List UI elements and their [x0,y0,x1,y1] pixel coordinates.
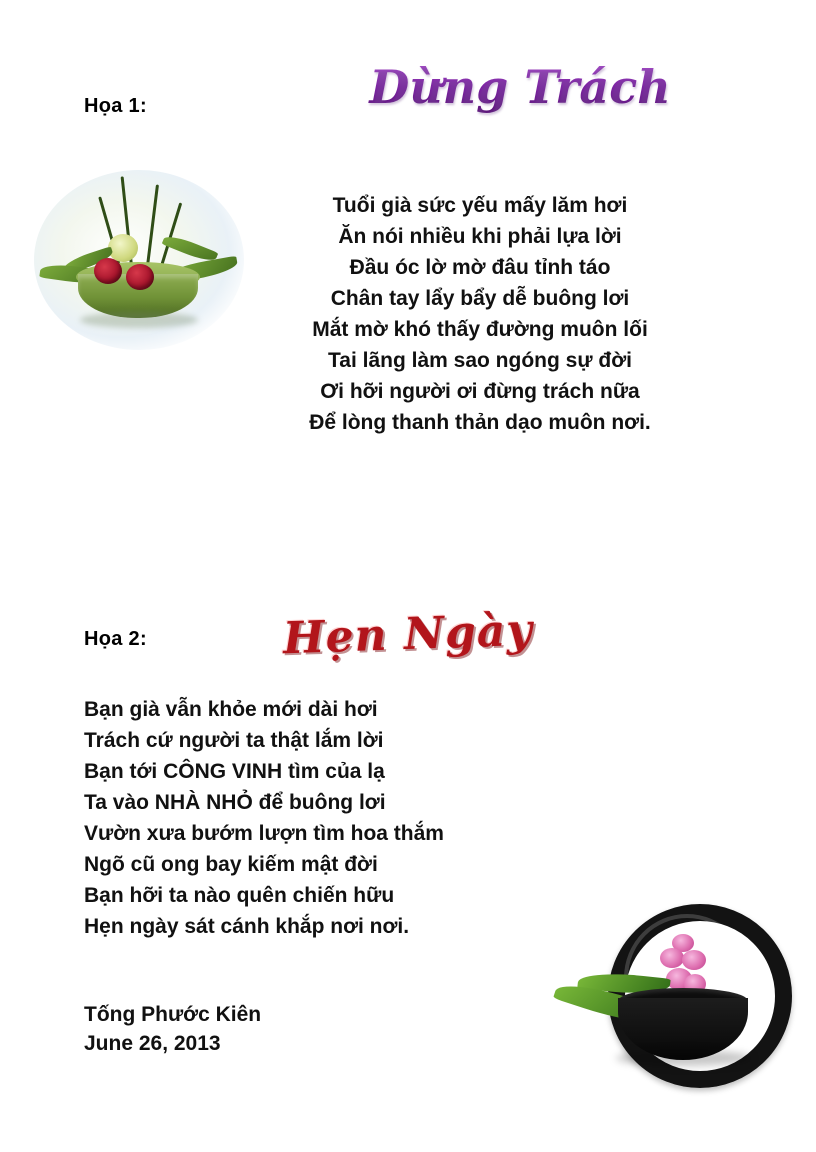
poem-line: Mắt mờ khó thấy đường muôn lối [312,318,648,341]
section-label-hoa2: Họa 2: [84,628,147,650]
image-shadow [80,312,198,328]
red-rose-icon [94,258,122,284]
signature-date: June 26, 2013 [84,1032,221,1055]
red-rose-icon [126,264,154,290]
green-floral-basket-image [34,170,244,350]
image-shadow [616,1050,752,1066]
poem-line: Trách cứ người ta thật lắm lời [84,729,384,752]
poem-body-1 [236,190,724,438]
poem-title-dung-trach: Dừng Trách [330,56,710,126]
poem-line: Ngõ cũ ong bay kiếm mật đời [84,853,378,876]
poem-title-hen-ngay: Hẹn Ngày [282,604,534,665]
poem-line: Hẹn ngày sát cánh khắp nơi nơi. [84,915,410,938]
section-label-hoa1: Họa 1: [84,95,147,117]
poem-line: Đầu óc lờ mờ đâu tỉnh táo [349,256,611,279]
poem-line: Vườn xưa bướm lượn tìm hoa thắm [84,822,444,845]
poem-line: Ta vào NHÀ NHỎ để buông lơi [84,791,386,814]
poem-line: Để lòng thanh thản dạo muôn nơi. [309,411,651,434]
signature-block [84,1000,261,1058]
orchid-petal [682,950,706,970]
poem-line: Ơi hỡi người ơi đừng trách nữa [320,380,640,403]
poem-line: Ăn nói nhiều khi phải lựa lời [338,225,622,248]
poem-line: Bạn già vẫn khỏe mới dài hơi [84,698,378,721]
orchid-petal [660,948,684,968]
poem-line: Bạn tới CÔNG VINH tìm của lạ [84,760,385,783]
poem-body-2 [84,694,554,942]
author-name: Tống Phước Kiên [84,1003,262,1026]
poem-line: Chân tay lẩy bẩy dễ buông lơi [330,287,630,310]
poem-line: Tuổi già sức yếu mấy lăm hơi [332,194,628,217]
poem-line: Bạn hỡi ta nào quên chiến hữu [84,884,395,907]
black-ring-vase-orchid-image [560,900,780,1090]
poem-line: Tai lãng làm sao ngóng sự đời [328,349,632,372]
